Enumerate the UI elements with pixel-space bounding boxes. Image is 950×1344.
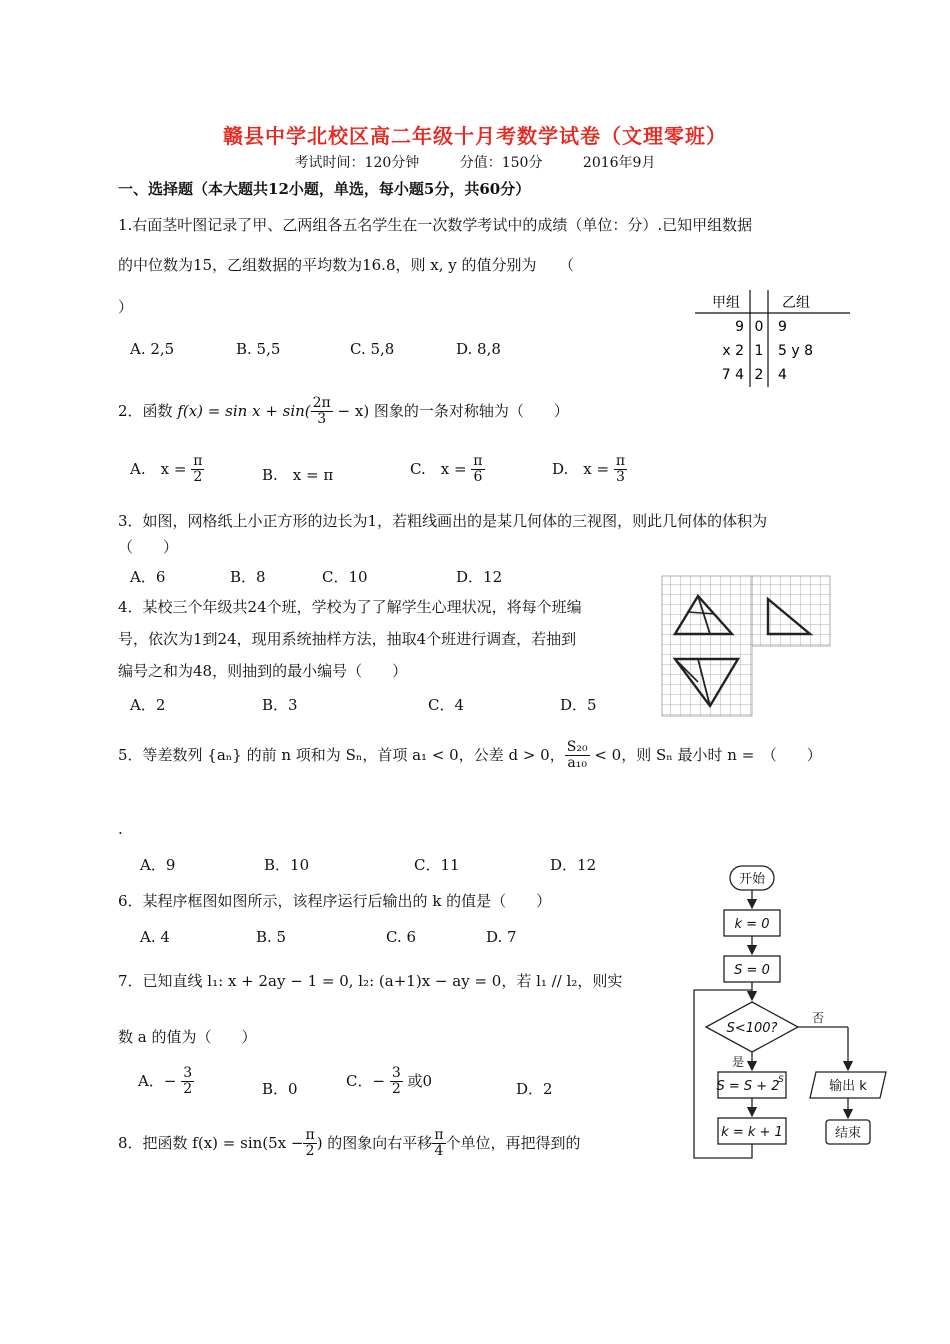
flow-yes-label: 是 bbox=[731, 1055, 745, 1069]
flow-s-init-label: S = 0 bbox=[734, 963, 770, 978]
section-heading: 一、选择题（本大题共12小题，单选，每小题5分，共60分） bbox=[118, 180, 531, 198]
program-flowchart bbox=[686, 858, 896, 1166]
q2-option-d: D. x = $\frac{\pi}{3}$ bbox=[552, 453, 626, 486]
q3-option-d: D．12 bbox=[456, 568, 503, 586]
flow-end-label: 结束 bbox=[834, 1126, 862, 1141]
q3-option-a: A．6 bbox=[130, 568, 166, 586]
q6-option-a: A. 4 bbox=[140, 928, 170, 946]
flow-start-label: 开始 bbox=[738, 872, 766, 887]
q4-line3: 编号之和为48，则抽到的最小编号（ ） bbox=[118, 662, 408, 680]
q2-stem: 2．函数 f(x) = sin x + sin( $\frac{2\pi}{3}$ − x) 图象的一条对称轴为（ ） bbox=[118, 395, 569, 428]
stem-leaf-header-left: 甲组 bbox=[712, 295, 740, 311]
q4-line1: 4．某校三个年级共24个班，学校为了了解学生心理状况，将每个班编 bbox=[118, 598, 582, 616]
exam-score: 分值：150分 bbox=[459, 155, 543, 171]
stem-leaf-right-0: 9 bbox=[778, 319, 787, 335]
stem-leaf-stem-0: 0 bbox=[754, 319, 764, 335]
q1-line3: ） bbox=[118, 298, 134, 316]
flow-update-k-label: k = k + 1 bbox=[721, 1125, 783, 1140]
q1-option-c: C. 5,8 bbox=[350, 340, 395, 358]
q1-line2: 的中位数为15，乙组数据的平均数为16.8，则 x, y 的值分别为 （ bbox=[118, 256, 574, 274]
stem-leaf-header-right: 乙组 bbox=[782, 295, 810, 311]
q7-option-a: A．− $\frac{3}{2}$ bbox=[138, 1065, 193, 1098]
q2-option-b: B. x = π bbox=[262, 466, 334, 484]
stem-leaf-stem-1: 1 bbox=[754, 343, 764, 359]
q4-line2: 号，依次为1到24，现用系统抽样方法，抽取4个班进行调查，若抽到 bbox=[118, 630, 577, 648]
stem-leaf-stem-2: 2 bbox=[754, 367, 764, 383]
q4-option-c: C．4 bbox=[428, 696, 465, 714]
flow-output-label: 输出 k bbox=[829, 1079, 867, 1094]
q3-option-b: B．8 bbox=[230, 568, 266, 586]
q5-option-d: D．12 bbox=[550, 856, 597, 874]
flow-update-s-label: S = S + 2 bbox=[716, 1079, 780, 1094]
flow-k-init-label: k = 0 bbox=[734, 917, 770, 932]
q4-option-b: B．3 bbox=[262, 696, 298, 714]
flow-update-s-exponent: S bbox=[778, 1075, 784, 1085]
q5-option-b: B．10 bbox=[264, 856, 310, 874]
exam-date: 2016年9月 bbox=[582, 155, 656, 171]
q3-option-c: C．10 bbox=[322, 568, 368, 586]
q5-option-c: C．11 bbox=[414, 856, 460, 874]
q6-option-b: B. 5 bbox=[256, 928, 287, 946]
flow-no-label: 否 bbox=[811, 1011, 825, 1025]
stem-leaf-plot bbox=[690, 285, 855, 390]
q7-option-c: C．− $\frac{3}{2}$ 或0 bbox=[346, 1065, 433, 1098]
q1-option-b: B. 5,5 bbox=[236, 340, 281, 358]
q7-option-d: D．2 bbox=[516, 1080, 553, 1098]
q4-option-a: A．2 bbox=[130, 696, 166, 714]
q5-stem: 5．等差数列 {aₙ} 的前 n 项和为 Sₙ，首项 a₁ < 0，公差 d > 0， $\frac{\text{S₂₀}}{\text{a₁₀}}$ < 0，则 Sₙ 最小时 n = （ ） bbox=[118, 739, 822, 772]
exam-info bbox=[0, 152, 950, 172]
three-view-figure bbox=[660, 574, 840, 719]
q7-line1: 7．已知直线 l₁: x + 2ay − 1 = 0, l₂: (a+1)x − ay = 0，若 l₁ // l₂，则实 bbox=[118, 972, 623, 990]
stem-leaf-right-1: 5 y 8 bbox=[778, 343, 813, 359]
q2-option-a: A. x = $\frac{\pi}{2}$ bbox=[130, 453, 203, 486]
q8-stem: 8．把函数 f(x) = sin(5x − $\frac{\pi}{2}$ ) 的图象向右平移 $\frac{\pi}{4}$ 个单位，再把得到的 bbox=[118, 1127, 581, 1160]
exam-time: 考试时间：120分钟 bbox=[294, 155, 420, 171]
q7-line2: 数 a 的值为（ ） bbox=[118, 1028, 257, 1046]
q1-option-a: A. 2,5 bbox=[130, 340, 175, 358]
q1-option-d: D. 8,8 bbox=[456, 340, 501, 358]
flow-condition-label: S<100? bbox=[726, 1021, 778, 1036]
q3-line2: （ ） bbox=[118, 538, 179, 556]
q5-option-a: A．9 bbox=[140, 856, 176, 874]
stem-leaf-left-1: x 2 bbox=[722, 343, 744, 359]
q1-line1: 1.右面茎叶图记录了甲、乙两组各五名学生在一次数学考试中的成绩（单位：分）.已知甲组数据 bbox=[118, 216, 753, 234]
page-title: 赣县中学北校区高二年级十月考数学试卷（文理零班） bbox=[223, 124, 727, 148]
q2-option-c: C. x = $\frac{\pi}{6}$ bbox=[410, 453, 483, 486]
q6-option-d: D. 7 bbox=[486, 928, 517, 946]
q6-stem: 6．某程序框图如图所示，该程序运行后输出的 k 的值是（ ） bbox=[118, 892, 552, 910]
q5-dot: . bbox=[118, 820, 123, 838]
q6-option-c: C. 6 bbox=[386, 928, 417, 946]
q4-option-d: D．5 bbox=[560, 696, 597, 714]
q7-option-b: B．0 bbox=[262, 1080, 298, 1098]
stem-leaf-left-0: 9 bbox=[735, 319, 744, 335]
stem-leaf-left-2: 7 4 bbox=[721, 367, 744, 383]
stem-leaf-right-2: 4 bbox=[778, 367, 787, 383]
q3-line1: 3．如图，网格纸上小正方形的边长为1，若粗线画出的是某几何体的三视图，则此几何体的体积为 bbox=[118, 512, 768, 530]
